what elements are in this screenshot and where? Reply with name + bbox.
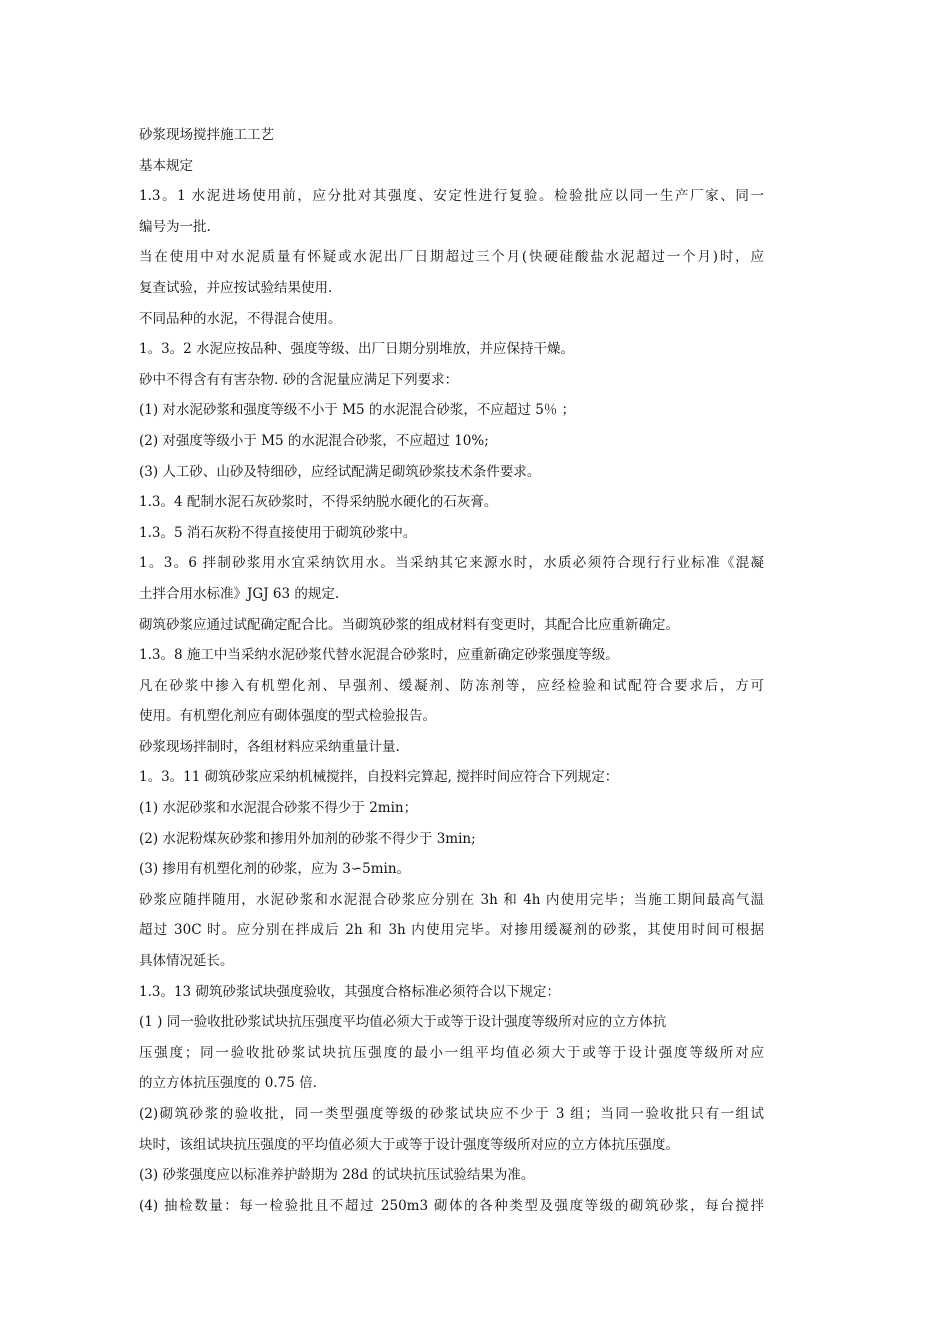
- text-line: 土拌合用水标准》JGJ 63 的规定.: [139, 585, 340, 602]
- text-line: (1) 对水泥砂浆和强度等级不小于 M5 的水泥混合砂浆，不应超过 5％ ；: [139, 402, 576, 419]
- text-line: 使用。有机塑化剂应有砌体强度的型式检验报告。: [139, 708, 436, 725]
- text-line: 编号为一批.: [139, 218, 211, 235]
- text-line: (3) 人工砂、山砂及特细砂，应经试配满足砌筑砂浆技术条件要求。: [139, 463, 541, 480]
- text-line: 1。3。2 水泥应按品种、强度等级、出厂日期分别堆放，并应保持干燥。: [139, 341, 575, 358]
- text-line: (1) 水泥砂浆和水泥混合砂浆不得少于 2min；: [139, 800, 418, 817]
- text-line: (3) 砂浆强度应以标准养护龄期为 28d 的试块抗压试验结果为准。: [139, 1167, 535, 1184]
- document-title: 砂浆现场搅拌施工工艺: [139, 127, 274, 143]
- text-line: 砌筑砂浆应通过试配确定配合比。当砌筑砂浆的组成材料有变更时，其配合比应重新确定。: [139, 616, 679, 633]
- text-line: 1.3。1 水泥进场使用前，应分批对其强度、安定性进行复验。检验批应以同一生产厂家、同一: [139, 188, 764, 205]
- text-line: 凡在砂浆中掺入有机塑化剂、早强剂、缓凝剂、防冻剂等，应经检验和试配符合要求后，方可: [139, 677, 764, 694]
- text-line: 块时，该组试块抗压强度的平均值必须大于或等于设计强度等级所对应的立方体抗压强度。: [139, 1136, 679, 1153]
- section-heading: 基本规定: [139, 157, 193, 174]
- text-line: 压强度；同一验收批砂浆试块抗压强度的最小一组平均值必须大于或等于设计强度等级所对应: [139, 1044, 764, 1061]
- text-line: 1.3。4 配制水泥石灰砂浆时，不得采纳脱水硬化的石灰膏。: [139, 494, 498, 511]
- text-line: 砂浆应随拌随用，水泥砂浆和水泥混合砂浆应分别在 3h 和 4h 内使用完毕；当施工期间最高气温: [139, 891, 764, 908]
- text-line: 1。3。11 砌筑砂浆应采纳机械搅拌，自投料完算起, 搅拌时间应符合下列规定：: [139, 769, 619, 786]
- text-line: (4) 抽检数量：每一检验批且不超过 250m3 砌体的各种类型及强度等级的砌筑砂浆，每台搅拌: [139, 1197, 764, 1214]
- text-line: 砂浆现场拌制时，各组材料应采纳重量计量.: [139, 738, 400, 755]
- text-line: 1.3。5 消石灰粉不得直接使用于砌筑砂浆中。: [139, 524, 417, 541]
- text-line: (3) 掺用有机塑化剂的砂浆，应为 3∽5min。: [139, 861, 411, 878]
- text-line: 具体情况延长。: [139, 953, 234, 970]
- text-line: 超过 30C 时。应分别在拌成后 2h 和 3h 内使用完毕。对掺用缓凝剂的砂浆，其使用时间可根据: [139, 922, 764, 939]
- text-line: (2) 水泥粉煤灰砂浆和掺用外加剂的砂浆不得少于 3min;: [139, 830, 476, 847]
- text-line: 1.3。13 砌筑砂浆试块强度验收，其强度合格标准必须符合以下规定：: [139, 983, 560, 1000]
- text-line: (2)砌筑砂浆的验收批，同一类型强度等级的砂浆试块应不少于 3 组；当同一验收批只有一组试: [139, 1106, 764, 1122]
- document-page: [139, 120, 764, 1221]
- text-line: 当在使用中对水泥质量有怀疑或水泥出厂日期超过三个月(快硬硅酸盐水泥超过一个月)时，应: [139, 249, 764, 266]
- text-line: 复查试验，并应按试验结果使用.: [139, 279, 333, 296]
- text-line: 砂中不得含有有害杂物. 砂的含泥量应满足下列要求：: [139, 371, 459, 388]
- text-line: (1 ) 同一验收批砂浆试块抗压强度平均值必须大于或等于设计强度等级所对应的立方体抗: [139, 1014, 667, 1031]
- text-line: 不同品种的水泥，不得混合使用。: [139, 310, 342, 327]
- text-line: 的立方体抗压强度的 0.75 倍.: [139, 1075, 317, 1092]
- document-body: [139, 181, 764, 1221]
- text-line: 1。3。6 拌制砂浆用水宜采纳饮用水。当采纳其它来源水时，水质必须符合现行行业标准《混凝: [139, 555, 764, 572]
- text-line: 1.3。8 施工中当采纳水泥砂浆代替水泥混合砂浆时，应重新确定砂浆强度等级。: [139, 647, 619, 664]
- text-line: (2) 对强度等级小于 M5 的水泥混合砂浆，不应超过 10%;: [139, 432, 489, 449]
